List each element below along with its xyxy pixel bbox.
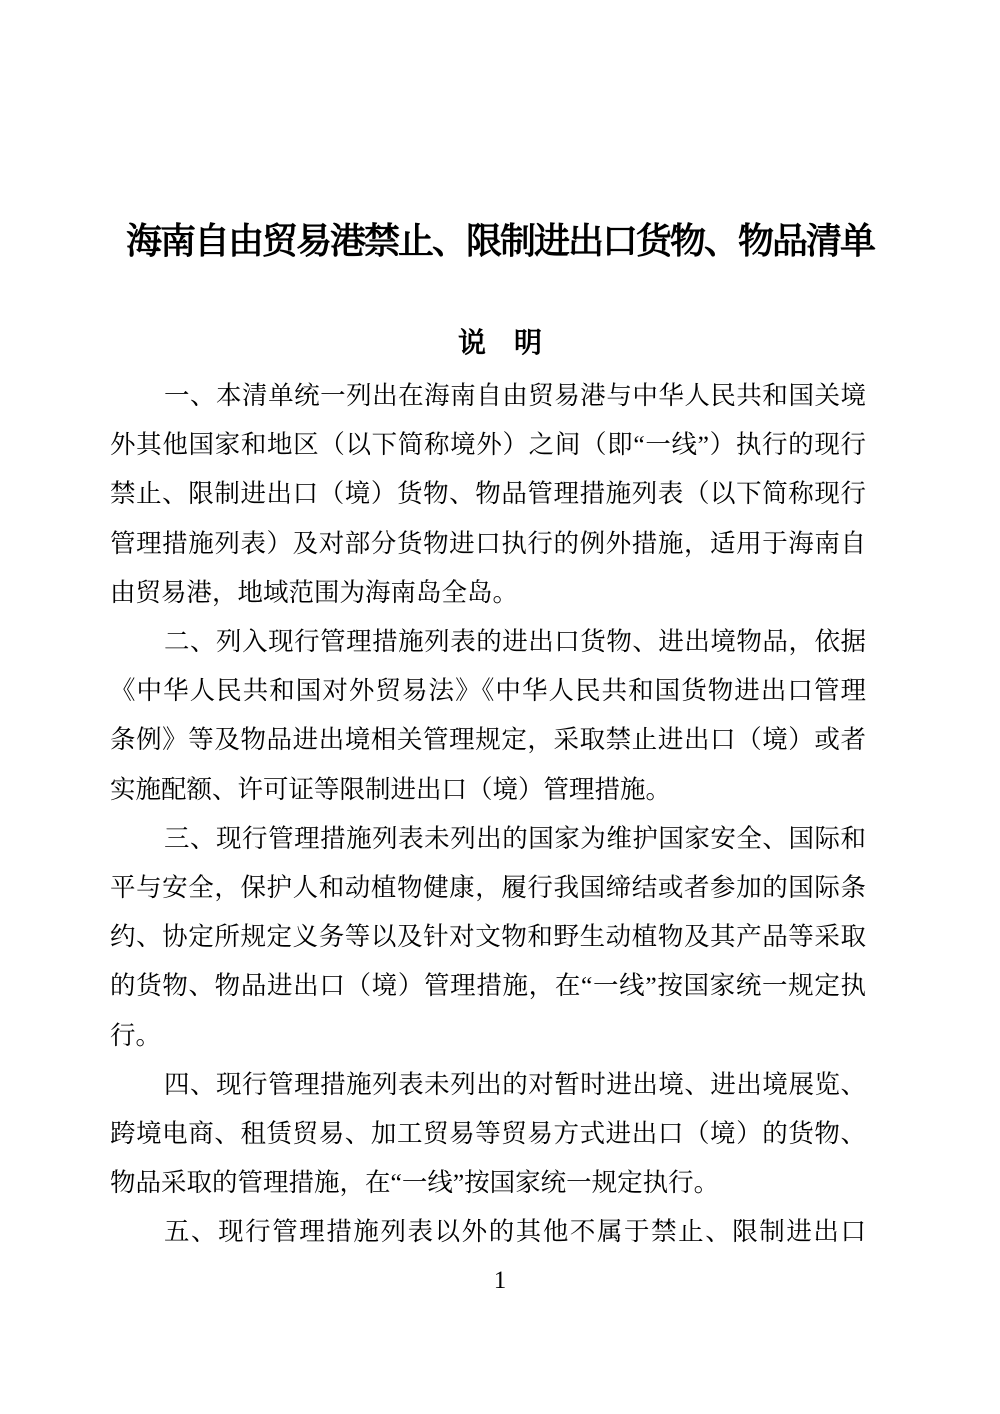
text-line-p3: 的货物、物品进出口（境）管理措施，在“一线”按国家统一规定执 [110,971,866,1001]
text-line-p1: 管理措施列表）及对部分货物进口执行的例外措施，适用于海南自 [110,528,866,558]
text-line-p2: 条例》等及物品进出境相关管理规定，采取禁止进出口（境）或者 [110,725,866,755]
text-line-p1: 禁止、限制进出口（境）货物、物品管理措施列表（以下简称现行 [110,479,866,509]
section-heading: 说 明 [457,327,542,358]
text-line-p1: 外其他国家和地区（以下简称境外）之间（即“一线”）执行的现行 [110,430,866,460]
text-line-p3: 三、现行管理措施列表未列出的国家为维护国家安全、国际和 [164,823,866,853]
text-line-p5: 五、现行管理措施列表以外的其他不属于禁止、限制进出口 [164,1217,866,1247]
text-line-p3: 约、协定所规定义务等以及针对文物和野生动植物及其产品等采取 [110,922,866,952]
text-line-p1: 由贸易港，地域范围为海南岛全岛。 [110,577,519,607]
text-line-p4: 四、现行管理措施列表未列出的对暂时进出境、进出境展览、 [164,1069,866,1099]
text-line-p4: 跨境电商、租赁贸易、加工贸易等贸易方式进出口（境）的货物、 [110,1119,866,1149]
text-line-p3: 平与安全，保护人和动植物健康，履行我国缔结或者参加的国际条 [110,873,866,903]
text-line-p2: 《中华人民共和国对外贸易法》《中华人民共和国货物进出口管理 [110,676,866,706]
text-line-p1: 一、本清单统一列出在海南自由贸易港与中华人民共和国关境 [164,381,866,410]
body-text [110,371,866,1257]
page-title: 海南自由贸易港禁止、限制进出口货物、物品清单 [125,221,874,261]
page-number: 1 [493,1267,507,1294]
text-line-p2: 二、列入现行管理措施列表的进出口货物、进出境物品，依据 [164,627,866,657]
text-line-p2: 实施配额、许可证等限制进出口（境）管理措施。 [110,774,672,804]
text-line-p3: 行。 [110,1020,162,1050]
text-line-p4: 物品采取的管理措施，在“一线”按国家统一规定执行。 [110,1168,720,1198]
